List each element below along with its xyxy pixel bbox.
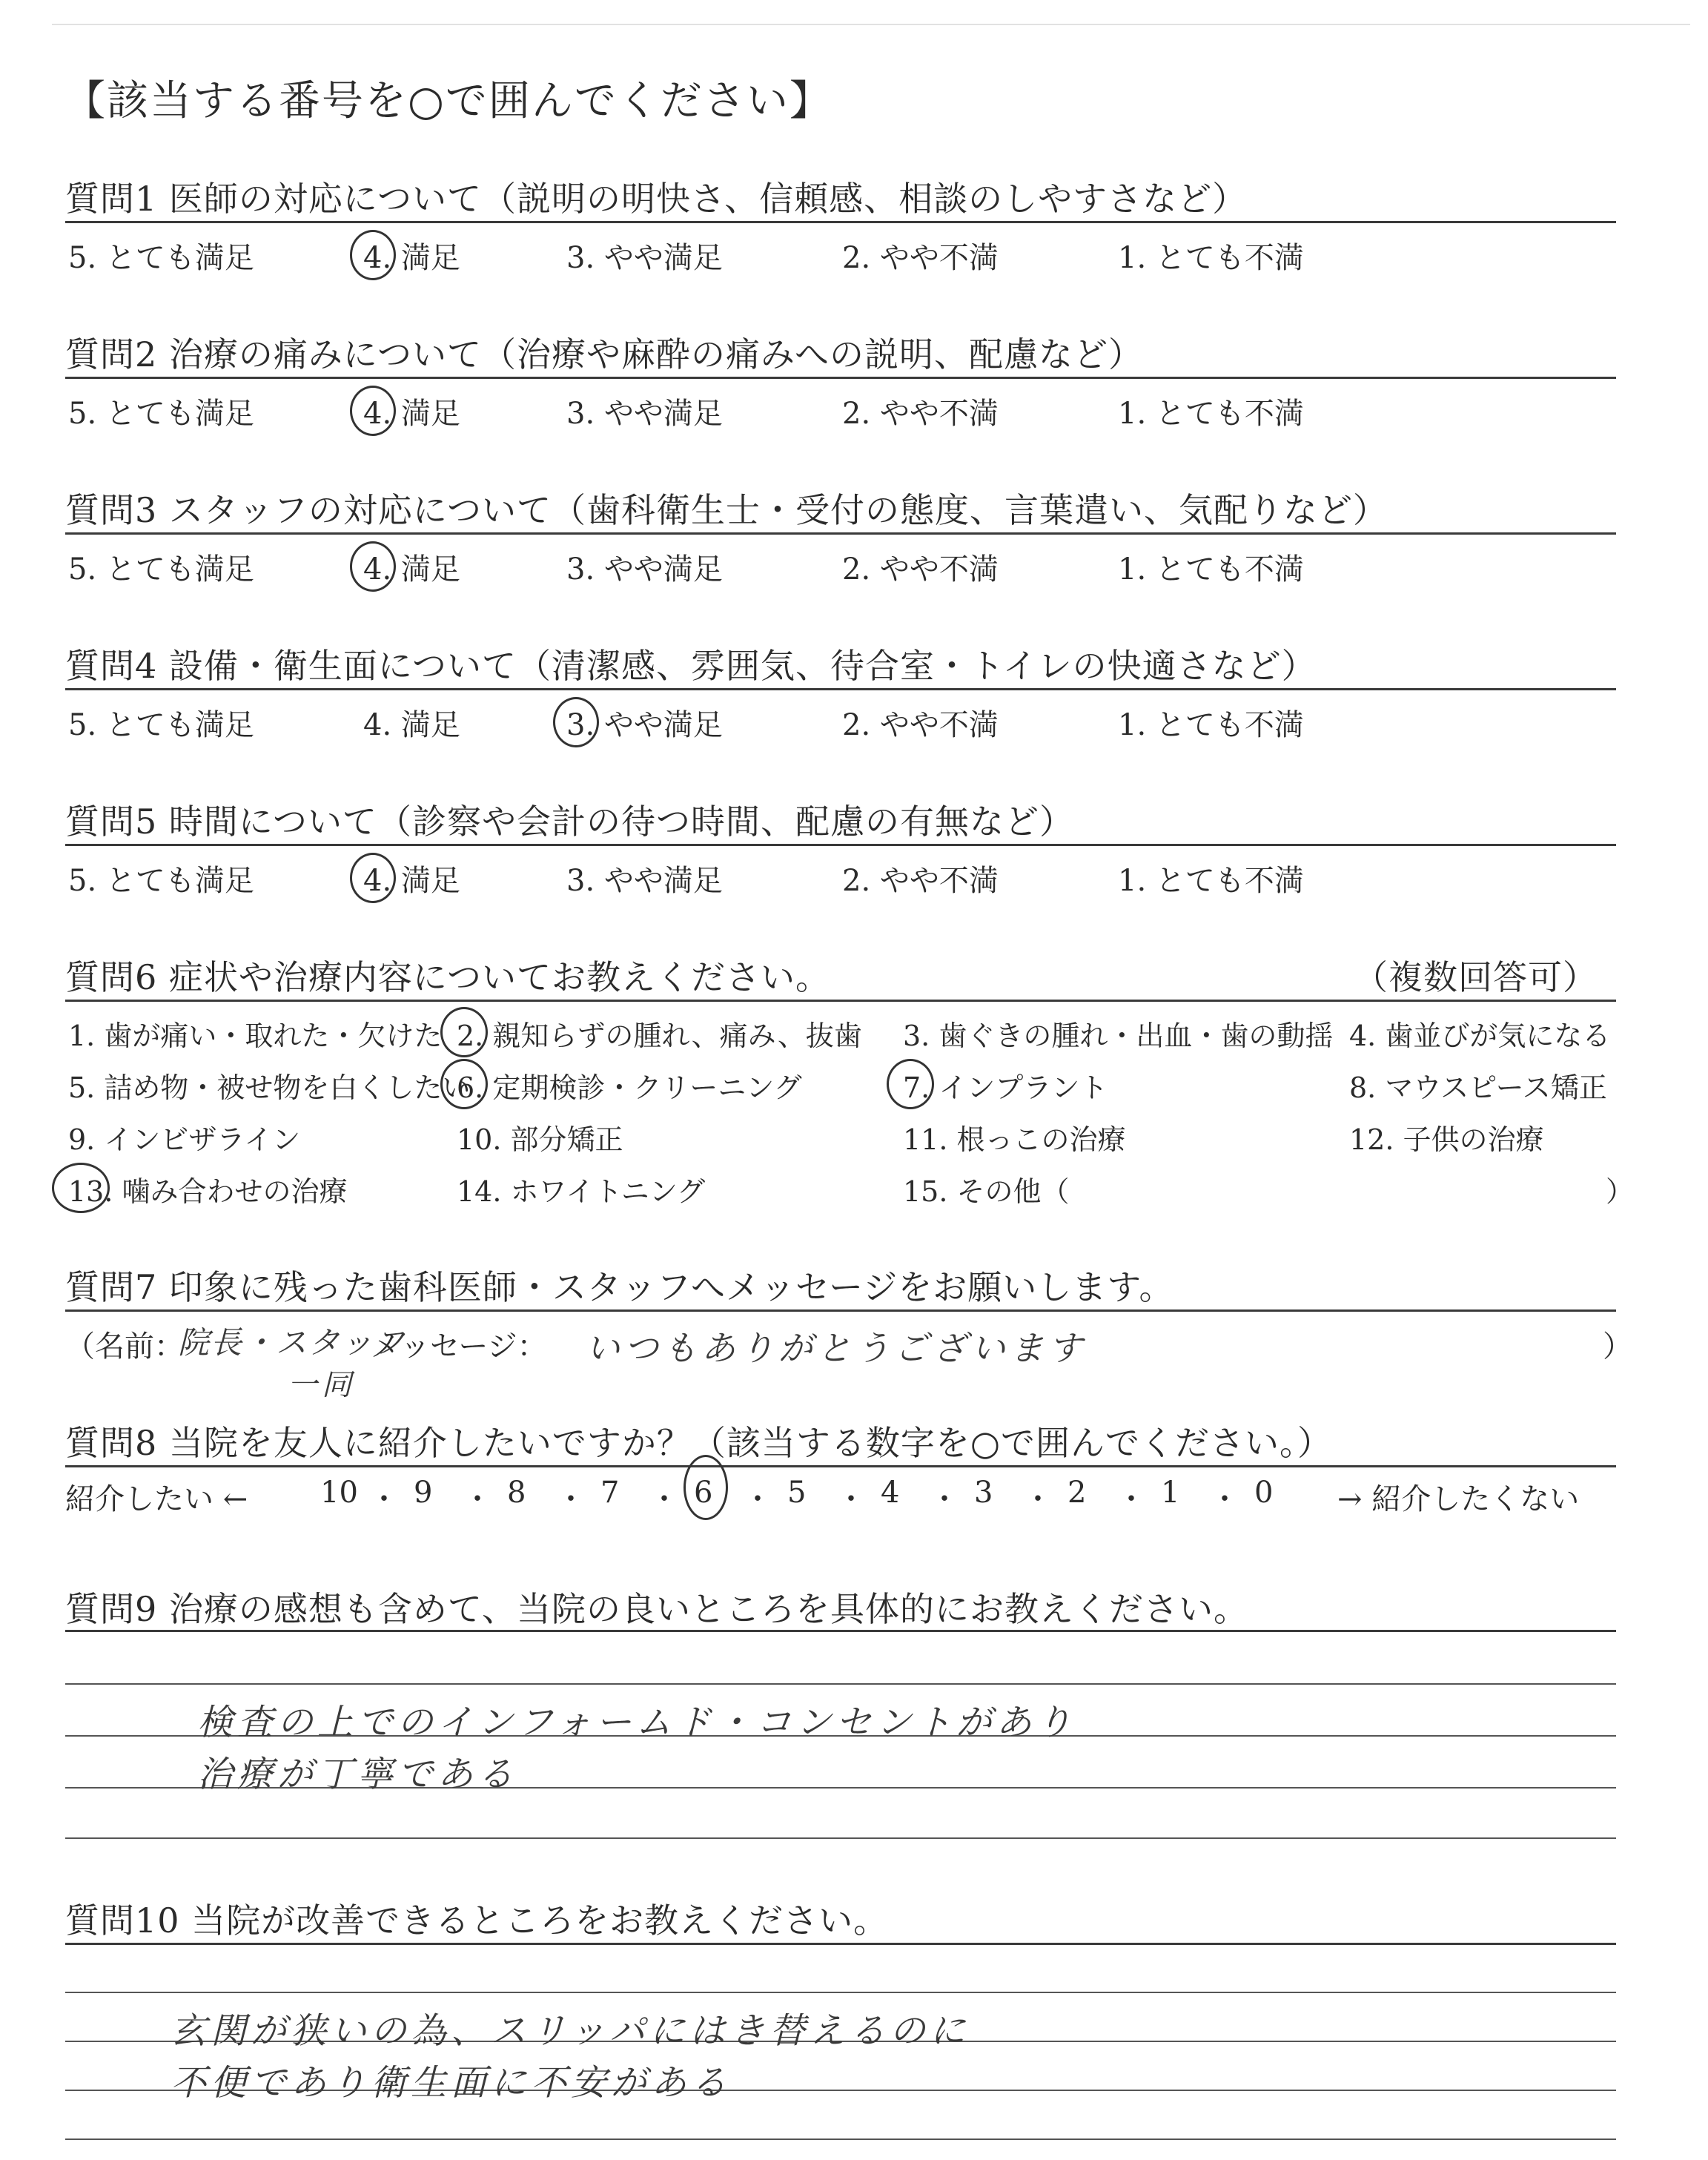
question-title: 質問1 医師の対応について（説明の明快さ、信頼感、相談のしやすさなど） bbox=[65, 179, 1248, 219]
q10-answer-line bbox=[65, 1992, 1616, 1993]
rating-option: 4. 満足 bbox=[363, 241, 460, 275]
q6-option: 6. 定期検診・クリーニング bbox=[457, 1071, 802, 1104]
q8-rule bbox=[65, 1465, 1616, 1467]
question-title: 質問2 治療の痛みについて（治療や麻酔の痛みへの説明、配慮など） bbox=[65, 334, 1144, 374]
scale-separator: ・ bbox=[743, 1482, 772, 1516]
rating-option: 4. 満足 bbox=[363, 864, 460, 898]
question-rule bbox=[65, 688, 1616, 690]
q6-option: 12. 子供の治療 bbox=[1349, 1123, 1544, 1156]
rating-option: 3. やや満足 bbox=[566, 864, 723, 898]
scale-separator: ・ bbox=[463, 1482, 492, 1516]
question-rule bbox=[65, 532, 1616, 535]
q8-right-label: → 紹介したくない bbox=[1337, 1482, 1580, 1516]
q10-rule bbox=[65, 1943, 1616, 1945]
top-edge-line bbox=[52, 24, 1690, 25]
q10-title: 質問10 当院が改善できるところをお教えください。 bbox=[65, 1900, 889, 1941]
q10-answer-line bbox=[65, 2138, 1616, 2140]
q8-title: 質問8 当院を友人に紹介したいですか？（該当する数字を○で囲んでください。） bbox=[65, 1423, 1333, 1463]
rating-option: 5. とても満足 bbox=[68, 241, 254, 275]
selection-circle bbox=[887, 1059, 934, 1109]
rating-option: 4. 満足 bbox=[363, 708, 460, 742]
q6-option: 9. インビザライン bbox=[68, 1123, 301, 1156]
q7-close-paren: ） bbox=[1603, 1330, 1632, 1364]
page-header: 【該当する番号を○で囲んでください】 bbox=[64, 77, 833, 125]
q6-option: 3. 歯ぐきの腫れ・出血・歯の動揺 bbox=[903, 1020, 1334, 1052]
q6-option: 5. 詰め物・被せ物を白くしたい bbox=[68, 1071, 471, 1104]
scale-number: 10 bbox=[320, 1476, 358, 1510]
rating-option: 3. やや満足 bbox=[566, 552, 723, 587]
q9-title: 質問9 治療の感想も含めて、当院の良いところを具体的にお教えください。 bbox=[65, 1589, 1248, 1629]
rating-option: 1. とても不満 bbox=[1118, 708, 1304, 742]
q6-title: 質問6 症状や治療内容についてお教えください。 bbox=[65, 957, 830, 997]
rating-option: 5. とても満足 bbox=[68, 708, 254, 742]
q7-name-label: （名前： bbox=[65, 1330, 184, 1364]
scale-number: 4 bbox=[881, 1476, 900, 1510]
selection-circle bbox=[350, 853, 396, 903]
rating-option: 2. やや不満 bbox=[842, 397, 999, 431]
q6-option: ） bbox=[1606, 1175, 1635, 1208]
rating-option: 2. やや不満 bbox=[842, 552, 999, 587]
scale-separator: ・ bbox=[649, 1482, 679, 1516]
q9-rule bbox=[65, 1630, 1616, 1632]
q6-option: 10. 部分矯正 bbox=[457, 1123, 623, 1156]
scale-number: 5 bbox=[787, 1476, 807, 1510]
q8-left-label: 紹介したい ← bbox=[65, 1482, 248, 1516]
scale-separator: ・ bbox=[1023, 1482, 1053, 1516]
selection-circle bbox=[440, 1059, 488, 1109]
selection-circle bbox=[553, 697, 599, 747]
q6-option: 11. 根っこの治療 bbox=[903, 1123, 1126, 1156]
rating-option: 3. やや満足 bbox=[566, 241, 723, 275]
selection-circle bbox=[52, 1163, 110, 1213]
q7-message-label: メッセージ： bbox=[371, 1330, 547, 1364]
q6-option: 7. インプラント bbox=[903, 1071, 1108, 1104]
q7-name-value: 院長・スタッフ bbox=[178, 1324, 407, 1361]
rating-option: 3. やや満足 bbox=[566, 397, 723, 431]
rating-option: 5. とても満足 bbox=[68, 552, 254, 587]
q10-answer-2: 不便であり衛生面に不安がある bbox=[171, 2062, 732, 2104]
scale-separator: ・ bbox=[836, 1482, 866, 1516]
selection-circle bbox=[350, 541, 396, 592]
question-rule bbox=[65, 377, 1616, 379]
rating-option: 5. とても満足 bbox=[68, 864, 254, 898]
scale-separator: ・ bbox=[1116, 1482, 1146, 1516]
rating-option: 1. とても不満 bbox=[1118, 241, 1304, 275]
q7-rule bbox=[65, 1309, 1616, 1312]
q9-answer-line bbox=[65, 1683, 1616, 1685]
q6-option: 2. 親知らずの腫れ、痛み、抜歯 bbox=[457, 1020, 862, 1052]
rating-option: 3. やや満足 bbox=[566, 708, 723, 742]
rating-option: 4. 満足 bbox=[363, 397, 460, 431]
rating-option: 5. とても満足 bbox=[68, 397, 254, 431]
q6-option: 13. 噛み合わせの治療 bbox=[68, 1175, 348, 1208]
rating-option: 1. とても不満 bbox=[1118, 864, 1304, 898]
q7-title: 質問7 印象に残った歯科医師・スタッフへメッセージをお願いします。 bbox=[65, 1267, 1174, 1307]
q6-option: 15. その他（ bbox=[903, 1175, 1070, 1208]
scale-number: 3 bbox=[974, 1476, 993, 1510]
q9-answer-line bbox=[65, 1837, 1616, 1839]
scale-separator: ・ bbox=[930, 1482, 959, 1516]
rating-option: 2. やや不満 bbox=[842, 708, 999, 742]
q9-answer-2: 治療が丁寧である bbox=[197, 1754, 518, 1795]
q7-name-value-2: 一同 bbox=[288, 1368, 356, 1402]
question-title: 質問5 時間について（診察や会計の待つ時間、配慮の有無など） bbox=[65, 802, 1074, 842]
q6-option: 4. 歯並びが気になる bbox=[1349, 1020, 1611, 1052]
selection-circle bbox=[350, 230, 396, 280]
scale-number: 8 bbox=[507, 1476, 526, 1510]
q9-answer-1: 検査の上でのインフォームド・コンセントがあり bbox=[197, 1702, 1076, 1743]
question-rule bbox=[65, 221, 1616, 223]
q6-note: （複数回答可） bbox=[1354, 957, 1598, 997]
scale-number: 2 bbox=[1068, 1476, 1087, 1510]
selection-circle bbox=[440, 1007, 488, 1057]
q6-rule bbox=[65, 1000, 1616, 1002]
scale-number: 6 bbox=[694, 1476, 713, 1510]
selection-circle bbox=[683, 1455, 728, 1520]
question-rule bbox=[65, 844, 1616, 846]
selection-circle bbox=[350, 386, 396, 436]
rating-option: 2. やや不満 bbox=[842, 864, 999, 898]
scale-separator: ・ bbox=[556, 1482, 586, 1516]
rating-option: 4. 満足 bbox=[363, 552, 460, 587]
scale-number: 7 bbox=[600, 1476, 620, 1510]
q6-option: 8. マウスピース矯正 bbox=[1349, 1071, 1607, 1104]
scale-separator: ・ bbox=[369, 1482, 399, 1516]
scale-number: 0 bbox=[1254, 1476, 1274, 1510]
rating-option: 2. やや不満 bbox=[842, 241, 999, 275]
q6-option: 1. 歯が痛い・取れた・欠けた bbox=[68, 1020, 443, 1052]
rating-option: 1. とても不満 bbox=[1118, 552, 1304, 587]
q10-answer-1: 玄関が狭いの為、スリッパにはき替えるのに bbox=[171, 2010, 970, 2052]
q6-option: 14. ホワイトニング bbox=[457, 1175, 706, 1208]
scale-number: 1 bbox=[1161, 1476, 1180, 1510]
question-title: 質問4 設備・衛生面について（清潔感、雰囲気、待合室・トイレの快適さなど） bbox=[65, 646, 1317, 686]
scale-separator: ・ bbox=[1210, 1482, 1239, 1516]
rating-option: 1. とても不満 bbox=[1118, 397, 1304, 431]
question-title: 質問3 スタッフの対応について（歯科衛生士・受付の態度、言葉遣い、気配りなど） bbox=[65, 490, 1388, 530]
scale-number: 9 bbox=[414, 1476, 433, 1510]
q7-message-value: いつもありがとうございます bbox=[586, 1328, 1087, 1368]
